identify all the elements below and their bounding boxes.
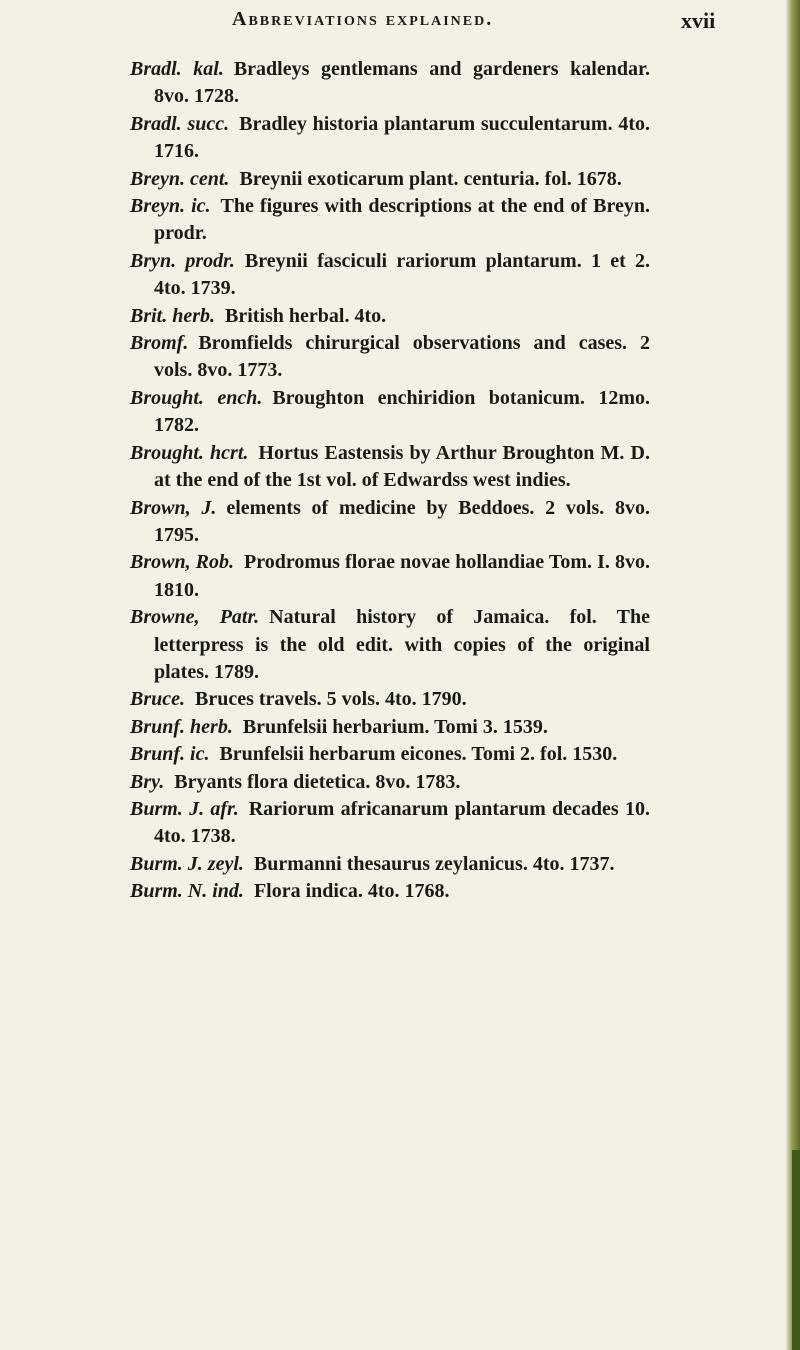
- running-header: [0, 8, 800, 38]
- page-edge-shadow: [786, 0, 800, 1350]
- entry-abbreviation: Burm. N. ind.: [130, 880, 244, 903]
- entry-text: Brunfelsii herbarium. Tomi 3. 1539.: [242, 715, 548, 738]
- abbreviation-list: [130, 56, 650, 906]
- entry-text: Bradley historia plantarum succulentarum. 4to. 1716.: [154, 112, 650, 163]
- entry-abbreviation: Breyn. ic.: [130, 195, 211, 218]
- list-item: [130, 769, 650, 796]
- list-item: [130, 549, 650, 604]
- entry-text: Rariorum africanarum plantarum decades 10. 4to. 1738.: [154, 797, 650, 848]
- list-item: [130, 796, 650, 851]
- entry-abbreviation: Brunf. herb.: [130, 715, 233, 738]
- entry-abbreviation: Brunf. ic.: [130, 743, 210, 766]
- list-item: [130, 495, 650, 550]
- header-title: Abbreviations explained.: [232, 8, 494, 30]
- page-number: xvii: [681, 8, 716, 33]
- list-item: [130, 303, 650, 330]
- list-item: [130, 604, 650, 686]
- entry-text: Flora indica. 4to. 1768.: [253, 880, 450, 903]
- entry-text: Breynii exoticarum plant. centuria. fol. 1678.: [239, 167, 622, 190]
- entry-abbreviation: Burm. J. zeyl.: [130, 852, 244, 875]
- page-edge-binding: [792, 1150, 800, 1350]
- list-item: [130, 440, 650, 495]
- entry-abbreviation: Bry.: [130, 770, 165, 793]
- entry-text: British herbal. 4to.: [225, 304, 387, 327]
- entry-text: Broughton enchiridion botanicum. 12mo. 1782.: [154, 386, 650, 437]
- entry-abbreviation: Brought. hcrt.: [130, 441, 249, 464]
- entry-abbreviation: Brit. herb.: [130, 304, 216, 327]
- entry-abbreviation: Brown, Rob.: [130, 551, 235, 574]
- entry-text: elements of medicine by Beddoes. 2 vols. 8vo. 1795.: [154, 496, 651, 546]
- entry-abbreviation: Bruce.: [130, 688, 185, 711]
- entry-abbreviation: Brown, J.: [130, 496, 217, 519]
- entry-text: Prodromus florae novae hollandiae Tom. I. 8vo. 1810.: [154, 551, 650, 601]
- entry-abbreviation: Bradl. kal.: [130, 58, 224, 80]
- entry-abbreviation: Browne, Patr.: [130, 606, 260, 629]
- list-item: [130, 851, 650, 878]
- entry-abbreviation: Brought. ench.: [130, 386, 263, 409]
- entry-text: Bruces travels. 5 vols. 4to. 1790.: [195, 688, 467, 711]
- entry-abbreviation: Bradl. succ.: [130, 112, 230, 135]
- entry-abbreviation: Bromf.: [130, 332, 189, 355]
- entry-text: Bradleys gentlemans and gardeners kalendar. 8vo. 1728.: [154, 58, 650, 108]
- list-item: [130, 166, 650, 193]
- list-item: [130, 385, 650, 440]
- entry-abbreviation: Burm. J. afr.: [130, 797, 239, 820]
- list-item: [130, 193, 650, 248]
- entry-text: The figures with descriptions at the end of Breyn. prodr.: [154, 195, 651, 245]
- list-item: [130, 111, 650, 166]
- entry-text: Natural history of Jamaica. fol. The letterpress is the old edit. with copies of the original plates. 1789.: [154, 606, 651, 683]
- entry-abbreviation: Breyn. cent.: [130, 167, 230, 190]
- entry-abbreviation: Bryn. prodr.: [130, 249, 235, 272]
- list-item: [130, 878, 650, 905]
- list-item: [130, 714, 650, 741]
- list-item: [130, 686, 650, 713]
- entry-text: Brunfelsii herbarum eicones. Tomi 2. fol. 1530.: [219, 743, 618, 766]
- list-item: [130, 56, 650, 111]
- entry-text: Bryants flora dietetica. 8vo. 1783.: [174, 770, 461, 793]
- entry-text: Breynii fasciculi rariorum plantarum. 1 et 2. 4to. 1739.: [154, 249, 651, 300]
- entry-text: Burmanni thesaurus zeylanicus. 4to. 1737.: [253, 852, 615, 875]
- entry-text: Hortus Eastensis by Arthur Broughton M. D. at the end of the 1st vol. of Edwardss west indies.: [154, 441, 651, 492]
- list-item: [130, 330, 650, 385]
- list-item: [130, 741, 650, 768]
- list-item: [130, 248, 650, 303]
- entry-text: Bromfields chirurgical observations and cases. 2 vols. 8vo. 1773.: [154, 332, 650, 382]
